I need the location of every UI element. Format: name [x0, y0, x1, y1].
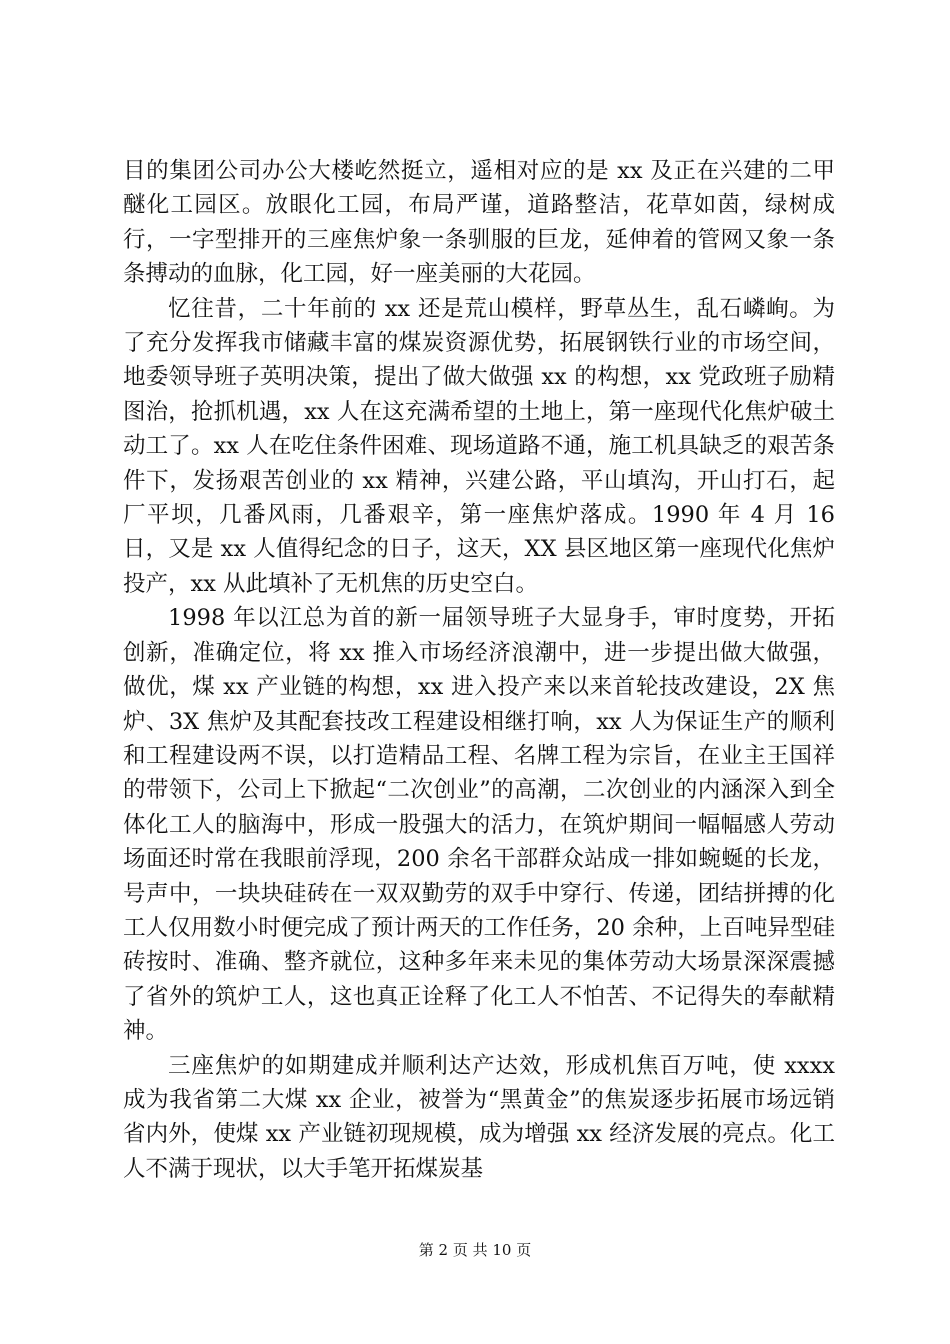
paragraph-4: 三座焦炉的如期建成并顺利达产达效，形成机焦百万吨，使 xxxx 成为我省第二大煤 xx 企业，被誉为“黑黄金”的焦炭逐步拓展市场远销省内外，使煤 xx 产业链初现规模，成为增强 xx 经济发展的亮点。化工人不满于现状，以大手笔开拓煤炭基 — [123, 1052, 835, 1182]
paragraph-2: 忆往昔，二十年前的 xx 还是荒山模样，野草丛生，乱石嶙峋。为了充分发挥我市储藏丰富的煤炭资源优势，拓展钢铁行业的市场空间，地委领导班子英明决策，提出了做大做强 xx 的构想，xx 党政班子励精图治，抢抓机遇，xx 人在这充满希望的土地上，第一座现代化焦炉破土动工了。xx 人在吃住条件困难、现场道路不通，施工机具缺乏的艰苦条件下，发扬艰苦创业的 xx 精神，兴建公路，平山填沟，开山打石，起厂平坝，几番风雨，几番艰辛，第一座焦炉落成。1990 年 4 月 16 日，又是 xx 人值得纪念的日子，这天，XX 县区地区第一座现代化焦炉投产，xx 从此填补了无机焦的历史空白。 — [123, 295, 835, 597]
paragraph-1: 目的集团公司办公大楼屹然挺立，遥相对应的是 xx 及正在兴建的二甲醚化工园区。放眼化工园，布局严谨，道路整洁，花草如茵，绿树成行，一字型排开的三座焦炉象一条驯服的巨龙，延伸着的管网又象一条条搏动的血脉，化工园，好一座美丽的大花园。 — [123, 158, 835, 288]
document-body — [123, 154, 835, 1186]
page-number-footer: 第 2 页 共 10 页 — [418, 1241, 532, 1259]
paragraph-3: 1998 年以江总为首的新一届领导班子大显身手，审时度势，开拓创新，准确定位，将 xx 推入市场经济浪潮中，进一步提出做大做强，做优，煤 xx 产业链的构想，xx 进入投产来以来首轮技改建设，2X 焦炉、3X 焦炉及其配套技改工程建设相继打响，xx 人为保证生产的顺利和工程建设两不误，以打造精品工程、名牌工程为宗旨，在业主王国祥的带领下，公司上下掀起“二次创业”的高潮，二次创业的内涵深入到全体化工人的脑海中，形成一股强大的活力，在筑炉期间一幅幅感人劳动场面还时常在我眼前浮现，200 余名干部群众站成一排如蜿蜒的长龙，号声中，一块块硅砖在一双双勤劳的双手中穿行、传递，团结拼搏的化工人仅用数小时便完成了预计两天的工作任务，20 余种，上百吨异型硅砖按时、准确、整齐就位，这种多年来未见的集体劳动大场景深深震撼了省外的筑炉工人，这也真正诠释了化工人不怕苦、不记得失的奉献精神。 — [123, 605, 835, 1045]
